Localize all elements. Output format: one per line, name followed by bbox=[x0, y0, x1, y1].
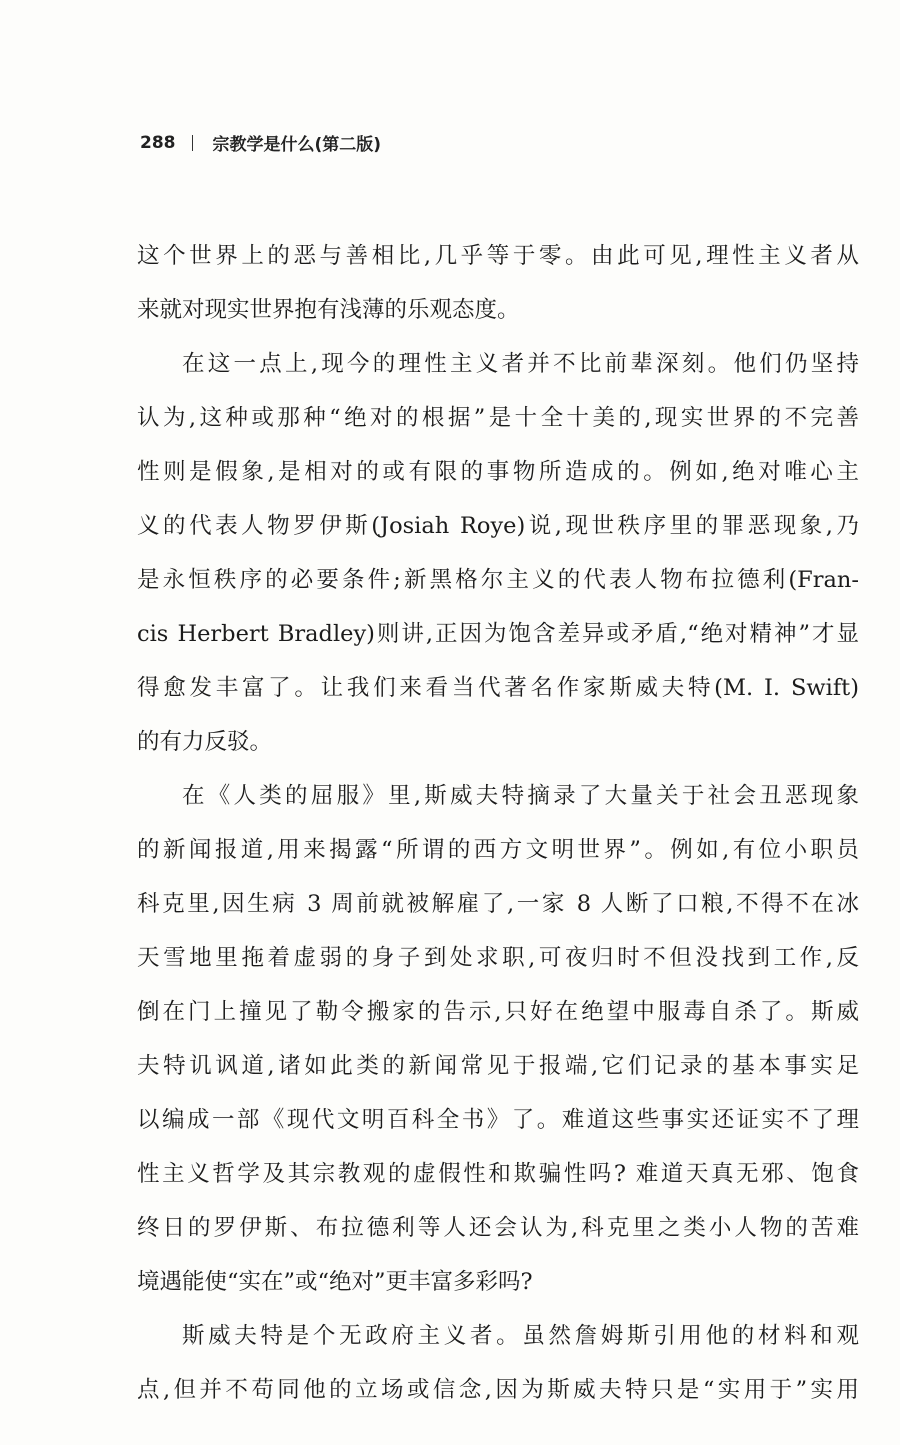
text-line: 性则是假象,是相对的或有限的事物所造成的。例如,绝对唯心主 bbox=[137, 459, 859, 485]
text-line: 夫特讥讽道,诸如此类的新闻常见于报端,它们记录的基本事实足 bbox=[137, 1053, 859, 1079]
text-line: 义的代表人物罗伊斯(Josiah Roye)说,现世秩序里的罪恶现象,乃 bbox=[137, 513, 859, 539]
text-line: 点,但并不苟同他的立场或信念,因为斯威夫特只是“实用于”实用 bbox=[137, 1377, 859, 1403]
text-line: 斯威夫特是个无政府主义者。虽然詹姆斯引用他的材料和观 bbox=[182, 1323, 859, 1349]
text-line: cis Herbert Bradley)则讲,正因为饱含差异或矛盾,“绝对精神”才显 bbox=[137, 621, 859, 647]
text-line: 这个世界上的恶与善相比,几乎等于零。由此可见,理性主义者从 bbox=[137, 243, 859, 269]
body-text bbox=[137, 229, 859, 1417]
text-line: 倒在门上撞见了勒令搬家的告示,只好在绝望中服毒自杀了。斯威 bbox=[137, 999, 859, 1025]
text-line: 在《人类的屈服》里,斯威夫特摘录了大量关于社会丑恶现象 bbox=[182, 783, 859, 809]
text-line: 在这一点上,现今的理性主义者并不比前辈深刻。他们仍坚持 bbox=[182, 351, 859, 377]
text-line: 境遇能使“实在”或“绝对”更丰富多彩吗? bbox=[137, 1269, 533, 1295]
text-line: 终日的罗伊斯、布拉德利等人还会认为,科克里之类小人物的苦难 bbox=[137, 1215, 859, 1241]
text-line: 是永恒秩序的必要条件;新黑格尔主义的代表人物布拉德利(Fran- bbox=[137, 567, 859, 593]
page-number: 288 bbox=[140, 132, 176, 153]
header-separator bbox=[192, 135, 193, 151]
text-line: 性主义哲学及其宗教观的虚假性和欺骗性吗? 难道天真无邪、饱食 bbox=[137, 1161, 859, 1187]
text-line: 天雪地里拖着虚弱的身子到处求职,可夜归时不但没找到工作,反 bbox=[137, 945, 859, 971]
text-line: 得愈发丰富了。让我们来看当代著名作家斯威夫特(M. I. Swift) bbox=[137, 675, 859, 701]
text-line: 以编成一部《现代文明百科全书》了。难道这些事实还证实不了理 bbox=[137, 1107, 859, 1133]
text-line: 来就对现实世界抱有浅薄的乐观态度。 bbox=[137, 297, 520, 323]
text-line: 的有力反驳。 bbox=[137, 729, 273, 755]
text-line: 认为,这种或那种“绝对的根据”是十全十美的,现实世界的不完善 bbox=[137, 405, 859, 431]
text-line: 的新闻报道,用来揭露“所谓的西方文明世界”。例如,有位小职员 bbox=[137, 837, 859, 863]
book-title: 宗教学是什么(第二版) bbox=[212, 135, 382, 155]
running-header bbox=[140, 130, 381, 155]
text-line: 科克里,因生病 3 周前就被解雇了,一家 8 人断了口粮,不得不在冰 bbox=[137, 891, 859, 917]
